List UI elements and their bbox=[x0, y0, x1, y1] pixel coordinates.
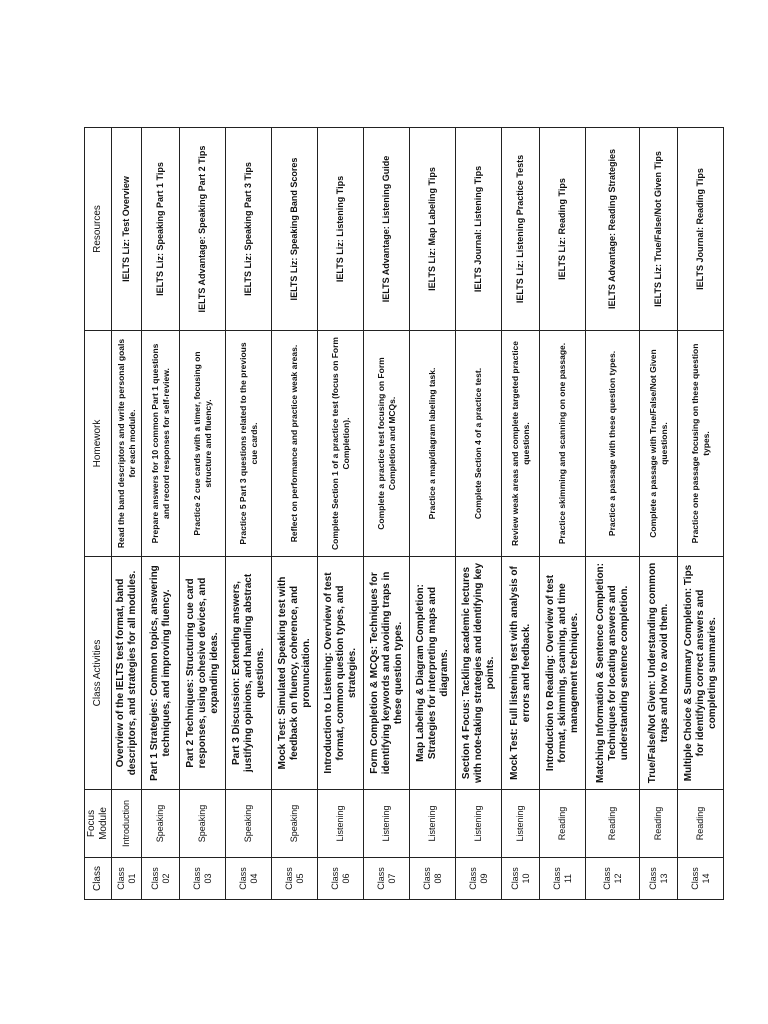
focus-module-cell: Speaking bbox=[272, 790, 318, 858]
resources-cell: IELTS Liz: Listening Practice Tests bbox=[502, 128, 540, 331]
focus-module-cell: Speaking bbox=[142, 790, 180, 858]
table-row bbox=[112, 128, 142, 900]
table-row bbox=[364, 128, 410, 900]
homework-cell: Prepare answers for 10 common Part 1 questions and record responses for self-review. bbox=[142, 331, 180, 557]
class-cell: Class 07 bbox=[364, 858, 410, 900]
focus-module-cell: Reading bbox=[586, 790, 640, 858]
class-cell: Class 12 bbox=[586, 858, 640, 900]
table-row bbox=[456, 128, 502, 900]
homework-cell: Review weak areas and complete targeted practice questions. bbox=[502, 331, 540, 557]
class-activities-cell: Mock Test: Full listening test with analysis of errors and feedback. bbox=[502, 557, 540, 790]
class-activities-cell: Mock Test: Simulated Speaking test with feedback on fluency, coherence, and pronunciation. bbox=[272, 557, 318, 790]
table-row bbox=[318, 128, 364, 900]
class-cell: Class 06 bbox=[318, 858, 364, 900]
class-cell: Class 04 bbox=[226, 858, 272, 900]
homework-cell: Practice skimming and scanning on one passage. bbox=[540, 331, 586, 557]
class-activities-cell: Overview of the IELTS test format, band descriptors, and strategies for all modules. bbox=[112, 557, 142, 790]
focus-module-cell: Reading bbox=[678, 790, 724, 858]
focus-module-cell: Listening bbox=[502, 790, 540, 858]
class-activities-cell: Multiple Choice & Summary Completion: Tips for identifying correct answers and completing summaries. bbox=[678, 557, 724, 790]
resources-cell: IELTS Liz: Speaking Part 1 Tips bbox=[142, 128, 180, 331]
table-body bbox=[112, 128, 724, 900]
resources-cell: IELTS Advantage: Listening Guide bbox=[364, 128, 410, 331]
resources-cell: IELTS Liz: Test Overview bbox=[112, 128, 142, 331]
focus-module-cell: Reading bbox=[540, 790, 586, 858]
table-row bbox=[226, 128, 272, 900]
table-header-row bbox=[85, 128, 112, 900]
resources-cell: IELTS Liz: Reading Tips bbox=[540, 128, 586, 331]
class-cell: Class 10 bbox=[502, 858, 540, 900]
header-resources: Resources bbox=[85, 128, 112, 331]
focus-module-cell: Listening bbox=[318, 790, 364, 858]
resources-cell: IELTS Journal: Listening Tips bbox=[456, 128, 502, 331]
homework-cell: Practice a passage with these question types. bbox=[586, 331, 640, 557]
homework-cell: Complete Section 4 of a practice test. bbox=[456, 331, 502, 557]
class-cell: Class 01 bbox=[112, 858, 142, 900]
class-cell: Class 09 bbox=[456, 858, 502, 900]
homework-cell: Practice 2 cue cards with a timer, focusing on structure and fluency. bbox=[180, 331, 226, 557]
rotated-table-container bbox=[84, 128, 718, 900]
resources-cell: IELTS Journal: Reading Tips bbox=[678, 128, 724, 331]
class-cell: Class 05 bbox=[272, 858, 318, 900]
table-row bbox=[272, 128, 318, 900]
focus-module-cell: Listening bbox=[364, 790, 410, 858]
table-row bbox=[586, 128, 640, 900]
resources-cell: IELTS Advantage: Reading Strategies bbox=[586, 128, 640, 331]
class-cell: Class 02 bbox=[142, 858, 180, 900]
class-activities-cell: Section 4 Focus: Tackling academic lectures with note-taking strategies and identifying key points. bbox=[456, 557, 502, 790]
resources-cell: IELTS Liz: Speaking Part 3 Tips bbox=[226, 128, 272, 331]
homework-cell: Complete a passage with True/False/Not Given questions. bbox=[640, 331, 678, 557]
class-activities-cell: Introduction to Reading: Overview of test format, skimming, scanning, and time management techniques. bbox=[540, 557, 586, 790]
resources-cell: IELTS Liz: Speaking Band Scores bbox=[272, 128, 318, 331]
resources-cell: IELTS Advantage: Speaking Part 2 Tips bbox=[180, 128, 226, 331]
homework-cell: Practice one passage focusing on these question types. bbox=[678, 331, 724, 557]
class-cell: Class 13 bbox=[640, 858, 678, 900]
homework-cell: Practice a map/diagram labeling task. bbox=[410, 331, 456, 557]
focus-module-cell: Reading bbox=[640, 790, 678, 858]
class-activities-cell: Matching Information & Sentence Completion: Techniques for locating answers and understanding sentence completion. bbox=[586, 557, 640, 790]
header-class-activities: Class Activities bbox=[85, 557, 112, 790]
homework-cell: Complete a practice test focusing on Form Completion and MCQs. bbox=[364, 331, 410, 557]
homework-cell: Practice 5 Part 3 questions related to the previous cue cards. bbox=[226, 331, 272, 557]
homework-cell: Complete Section 1 of a practice test (focus on Form Completion). bbox=[318, 331, 364, 557]
table-row bbox=[502, 128, 540, 900]
homework-cell: Reflect on performance and practice weak areas. bbox=[272, 331, 318, 557]
table-row bbox=[540, 128, 586, 900]
table-row bbox=[142, 128, 180, 900]
resources-cell: IELTS Liz: Listening Tips bbox=[318, 128, 364, 331]
focus-module-cell: Introduction bbox=[112, 790, 142, 858]
homework-cell: Read the band descriptors and write personal goals for each module. bbox=[112, 331, 142, 557]
header-class: Class bbox=[85, 858, 112, 900]
class-activities-cell: Part 3 Discussion: Extending answers, justifying opinions, and handling abstract questions. bbox=[226, 557, 272, 790]
class-activities-cell: Part 2 Techniques: Structuring cue card responses, using cohesive devices, and expanding ideas. bbox=[180, 557, 226, 790]
class-cell: Class 08 bbox=[410, 858, 456, 900]
focus-module-cell: Speaking bbox=[180, 790, 226, 858]
class-activities-cell: True/False/Not Given: Understanding common traps and how to avoid them. bbox=[640, 557, 678, 790]
class-activities-cell: Form Completion & MCQs: Techniques for identifying keywords and avoiding traps in these question types. bbox=[364, 557, 410, 790]
class-cell: Class 11 bbox=[540, 858, 586, 900]
class-cell: Class 14 bbox=[678, 858, 724, 900]
header-homework: Homework bbox=[85, 331, 112, 557]
focus-module-cell: Listening bbox=[410, 790, 456, 858]
class-activities-cell: Part 1 Strategies: Common topics, answering techniques, and improving fluency. bbox=[142, 557, 180, 790]
focus-module-cell: Speaking bbox=[226, 790, 272, 858]
focus-module-cell: Listening bbox=[456, 790, 502, 858]
table-row bbox=[678, 128, 724, 900]
header-focus-module: Focus Module bbox=[85, 790, 112, 858]
table-row bbox=[180, 128, 226, 900]
resources-cell: IELTS Liz: Map Labeling Tips bbox=[410, 128, 456, 331]
resources-cell: IELTS Liz: True/False/Not Given Tips bbox=[640, 128, 678, 331]
table-row bbox=[410, 128, 456, 900]
class-cell: Class 03 bbox=[180, 858, 226, 900]
class-activities-cell: Introduction to Listening: Overview of test format, common question types, and strategies. bbox=[318, 557, 364, 790]
table-row bbox=[640, 128, 678, 900]
class-activities-cell: Map Labeling & Diagram Completion: Strategies for interpreting maps and diagrams. bbox=[410, 557, 456, 790]
class-schedule-table bbox=[84, 127, 724, 900]
